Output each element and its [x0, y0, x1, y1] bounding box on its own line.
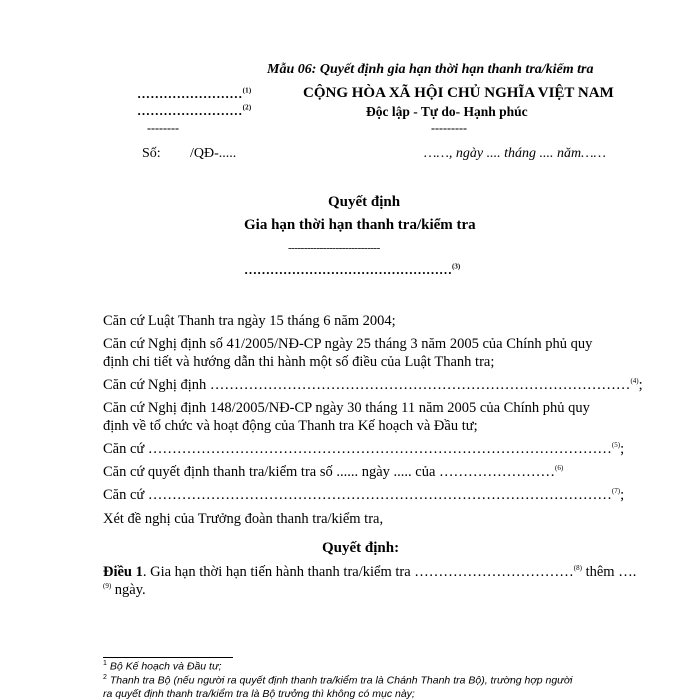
- form-title: Mẫu 06: Quyết định gia hạn thời hạn thanh tra/kiểm tra: [267, 62, 594, 77]
- document-subtitle: Gia hạn thời hạn thanh tra/kiểm tra: [244, 217, 476, 233]
- issuing-unit-line: [137, 103, 251, 119]
- footnote-2-continued: [103, 688, 415, 700]
- basis-decree-text: Căn cứ Nghị định ……………………………………………………………………………: [103, 377, 631, 393]
- footnote-ref-5: (5): [611, 441, 621, 450]
- footnote-2-text: Thanh tra Bộ (nếu người ra quyết định thanh tra/kiểm tra là Chánh Thanh tra Bộ), trường hợp người: [106, 674, 573, 687]
- place-date: ……, ngày .... tháng .... năm……: [424, 146, 607, 161]
- basis-other-text-1: Căn cứ ……………………………………………………………………………………: [103, 441, 612, 457]
- national-motto: Độc lập - Tự do- Hạnh phúc: [366, 104, 528, 119]
- footnote-1-text: Bộ Kế hoạch và Đầu tư;: [106, 660, 222, 673]
- footnote-ref-2: (2): [242, 103, 252, 112]
- footnote-ref-9: (9): [103, 582, 112, 591]
- footnote-ref-4: (4): [630, 377, 639, 386]
- number-label: Số:: [142, 146, 161, 161]
- article-1-text: . Gia hạn thời hạn tiến hành thanh tra/kiểm tra ……………………………: [142, 564, 574, 580]
- footnote-ref-3: (3): [452, 262, 461, 271]
- authority-dots: ……………………: [137, 86, 243, 101]
- basis-line-10: Xét đề nghị của Trưởng đoàn thanh tra/kiểm tra,: [103, 511, 384, 527]
- footnote-ref-8: (8): [573, 564, 582, 573]
- basis-line-4: Căn cứ Nghị định ……………………………………………………………………………$^{(4)}$;: [103, 377, 643, 393]
- footnote-2-text-continued: ra quyết định thanh tra/kiểm tra là Bộ trưởng thì không có mục này;: [103, 688, 415, 700]
- footnote-ref-6: (6): [555, 464, 564, 473]
- footnote-1-number: 1: [103, 660, 107, 667]
- basis-line-9: Căn cứ ……………………………………………………………………………………$^{(7)}$;: [103, 487, 625, 503]
- basis-line-7: Căn cứ ……………………………………………………………………………………$^{(5)}$;: [103, 441, 625, 457]
- decision-heading: Quyết định:: [322, 540, 400, 556]
- basis-inspection-decision: Căn cứ quyết định thanh tra/kiểm tra số ...... ngày ..... của ……………………: [103, 464, 556, 480]
- footnote-2-number: 2: [103, 674, 107, 681]
- agency-dots: …………………………………………: [244, 262, 452, 277]
- basis-line-5: Căn cứ Nghị định 148/2005/NĐ-CP ngày 30 tháng 11 năm 2005 của Chính phủ quy: [103, 400, 590, 416]
- issuing-authority-line: [137, 86, 251, 102]
- title-divider: -----------------------------: [288, 242, 380, 254]
- article-1-text-2: thêm ….: [581, 564, 637, 580]
- decision-code: /QĐ-.....: [190, 146, 237, 161]
- basis-line-1: Căn cứ Luật Thanh tra ngày 15 tháng 6 năm 2004;: [103, 313, 396, 329]
- issuing-agency-line: [244, 262, 460, 278]
- document-title: Quyết định: [328, 194, 401, 210]
- basis-line-2: Căn cứ Nghị định số 41/2005/NĐ-CP ngày 25 tháng 3 năm 2005 của Chính phủ quy: [103, 336, 593, 352]
- national-title: CỘNG HÒA XÃ HỘI CHỦ NGHĨA VIỆT NAM: [303, 85, 614, 101]
- footnote-ref-1: (1): [242, 86, 252, 95]
- left-header-divider: --------: [147, 121, 179, 135]
- basis-line-3: định chi tiết và hướng dẫn thi hành một số điều của Luật Thanh tra;: [103, 354, 495, 370]
- article-1: [103, 564, 636, 581]
- footnote-2: [103, 674, 573, 687]
- unit-dots: ……………………: [137, 103, 243, 118]
- right-header-divider: ---------: [431, 121, 467, 135]
- footnote-divider: [103, 657, 233, 658]
- footnote-ref-7: (7): [611, 487, 621, 496]
- basis-line-8: [103, 464, 563, 481]
- article-1-label: Điều 1: [103, 564, 143, 580]
- basis-line-6: định về tổ chức và hoạt động của Thanh tra Kế hoạch và Đầu tư;: [103, 418, 478, 434]
- article-1-text-3: ngày.: [111, 582, 146, 598]
- footnote-1: [103, 660, 222, 673]
- article-1-continued: [103, 582, 146, 599]
- basis-other-text-2: Căn cứ ……………………………………………………………………………………: [103, 487, 612, 503]
